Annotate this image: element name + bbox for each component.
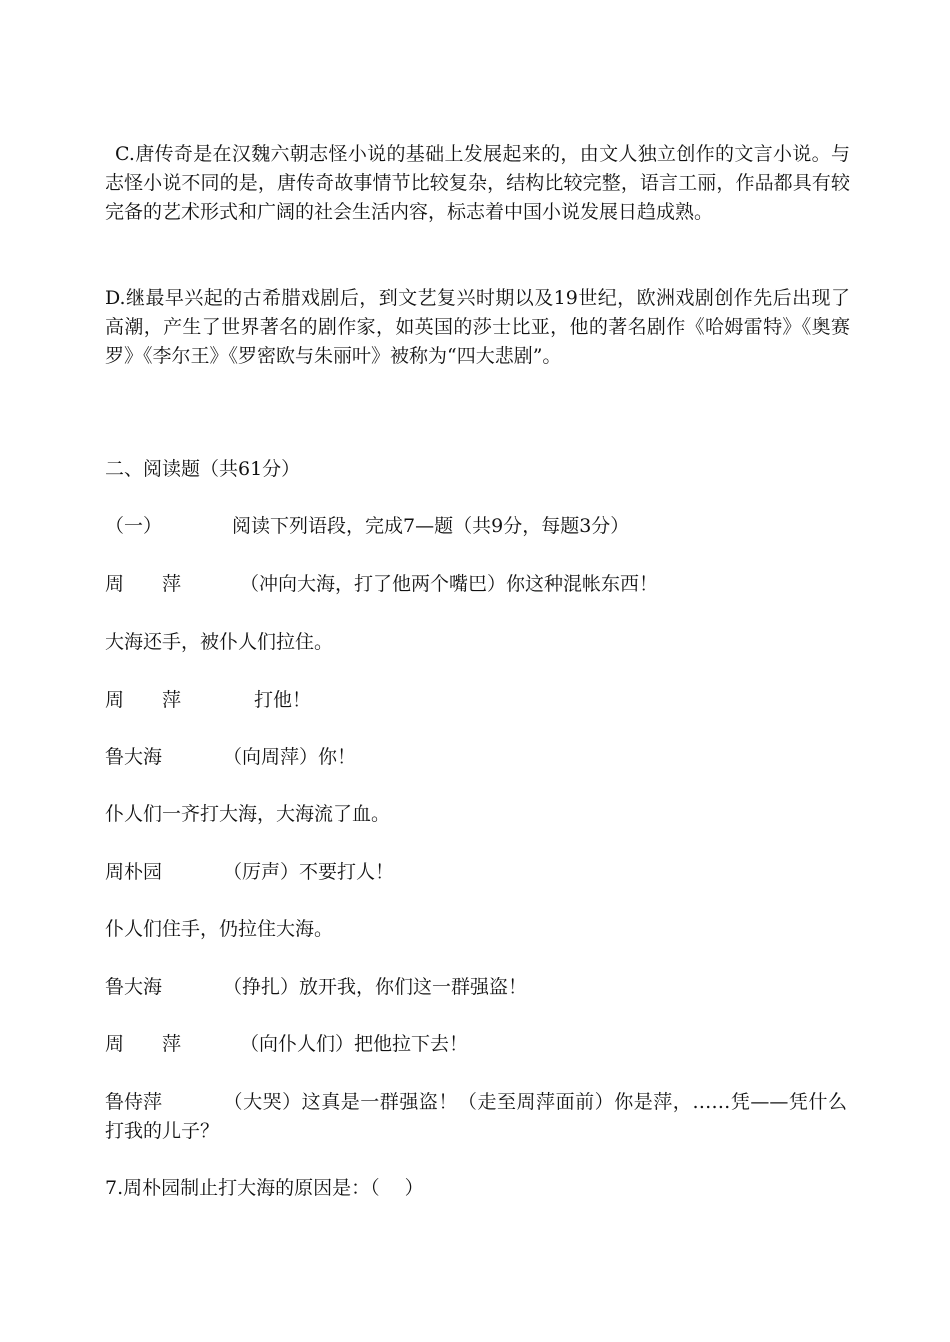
script-line	[105, 686, 311, 715]
speaker-name: 鲁大海	[105, 976, 163, 998]
script-line	[105, 973, 527, 1002]
speaker-name: 鲁侍萍	[105, 1091, 163, 1113]
speaker-name: 鲁大海	[105, 746, 163, 768]
speaker-name: 周 萍	[105, 689, 182, 711]
speaker-name: 周 萍	[105, 573, 182, 595]
option-c-paragraph: C.唐传奇是在汉魏六朝志怪小说的基础上发展起来的，由文人独立创作的文言小说。与志怪小说不同的是，唐传奇故事情节比较复杂，结构比较完整，语言工丽，作品都具有较完备的艺术形式和广阔的社会生活内容，标志着中国小说发展日趋成熟。	[105, 143, 850, 223]
question-7: 7.周朴园制止打大海的原因是：（ ）	[105, 1177, 424, 1199]
dialogue-text: （向周萍）你！	[223, 746, 357, 768]
dialogue-text: 打他！	[235, 689, 312, 711]
dialogue-text: （厉声）不要打人！	[223, 861, 395, 883]
script-line	[105, 858, 394, 887]
speaker-name: 周朴园	[105, 861, 163, 883]
stage-direction: 仆人们一齐打大海，大海流了血。	[105, 803, 391, 825]
dialogue-text: （大哭）这真是一群强盗！（走至周萍面前）你是萍，……凭——凭什么打我的儿子？	[105, 1091, 847, 1142]
stage-direction: 大海还手，被仆人们拉住。	[105, 631, 334, 653]
dialogue-text: （挣扎）放开我，你们这一群强盗！	[223, 976, 528, 998]
subsection-heading	[105, 512, 629, 541]
option-d-paragraph: D.继最早兴起的古希腊戏剧后，到文艺复兴时期以及19世纪，欧洲戏剧创作先后出现了高潮，产生了世界著名的剧作家，如英国的莎士比亚，他的著名剧作《哈姆雷特》《奥赛罗》《李尔王》《罗密欧与朱丽叶》被称为“四大悲剧”。	[105, 287, 850, 367]
script-line	[105, 1088, 847, 1146]
speaker-name: 周 萍	[105, 1033, 182, 1055]
script-line	[105, 743, 356, 772]
dialogue-text: （冲向大海，打了他两个嘴巴）你这种混帐东西！	[240, 573, 659, 595]
part-two-heading: 二、阅读题（共61分）	[105, 458, 301, 480]
dialogue-text: （向仆人们）把他拉下去！	[240, 1033, 469, 1055]
script-line	[105, 1030, 468, 1059]
subsection-instruction: 阅读下列语段，完成7—题（共9分，每题3分）	[232, 515, 630, 537]
script-line	[105, 570, 658, 599]
stage-direction: 仆人们住手，仍拉住大海。	[105, 918, 334, 940]
subsection-number: （一）	[105, 515, 163, 537]
